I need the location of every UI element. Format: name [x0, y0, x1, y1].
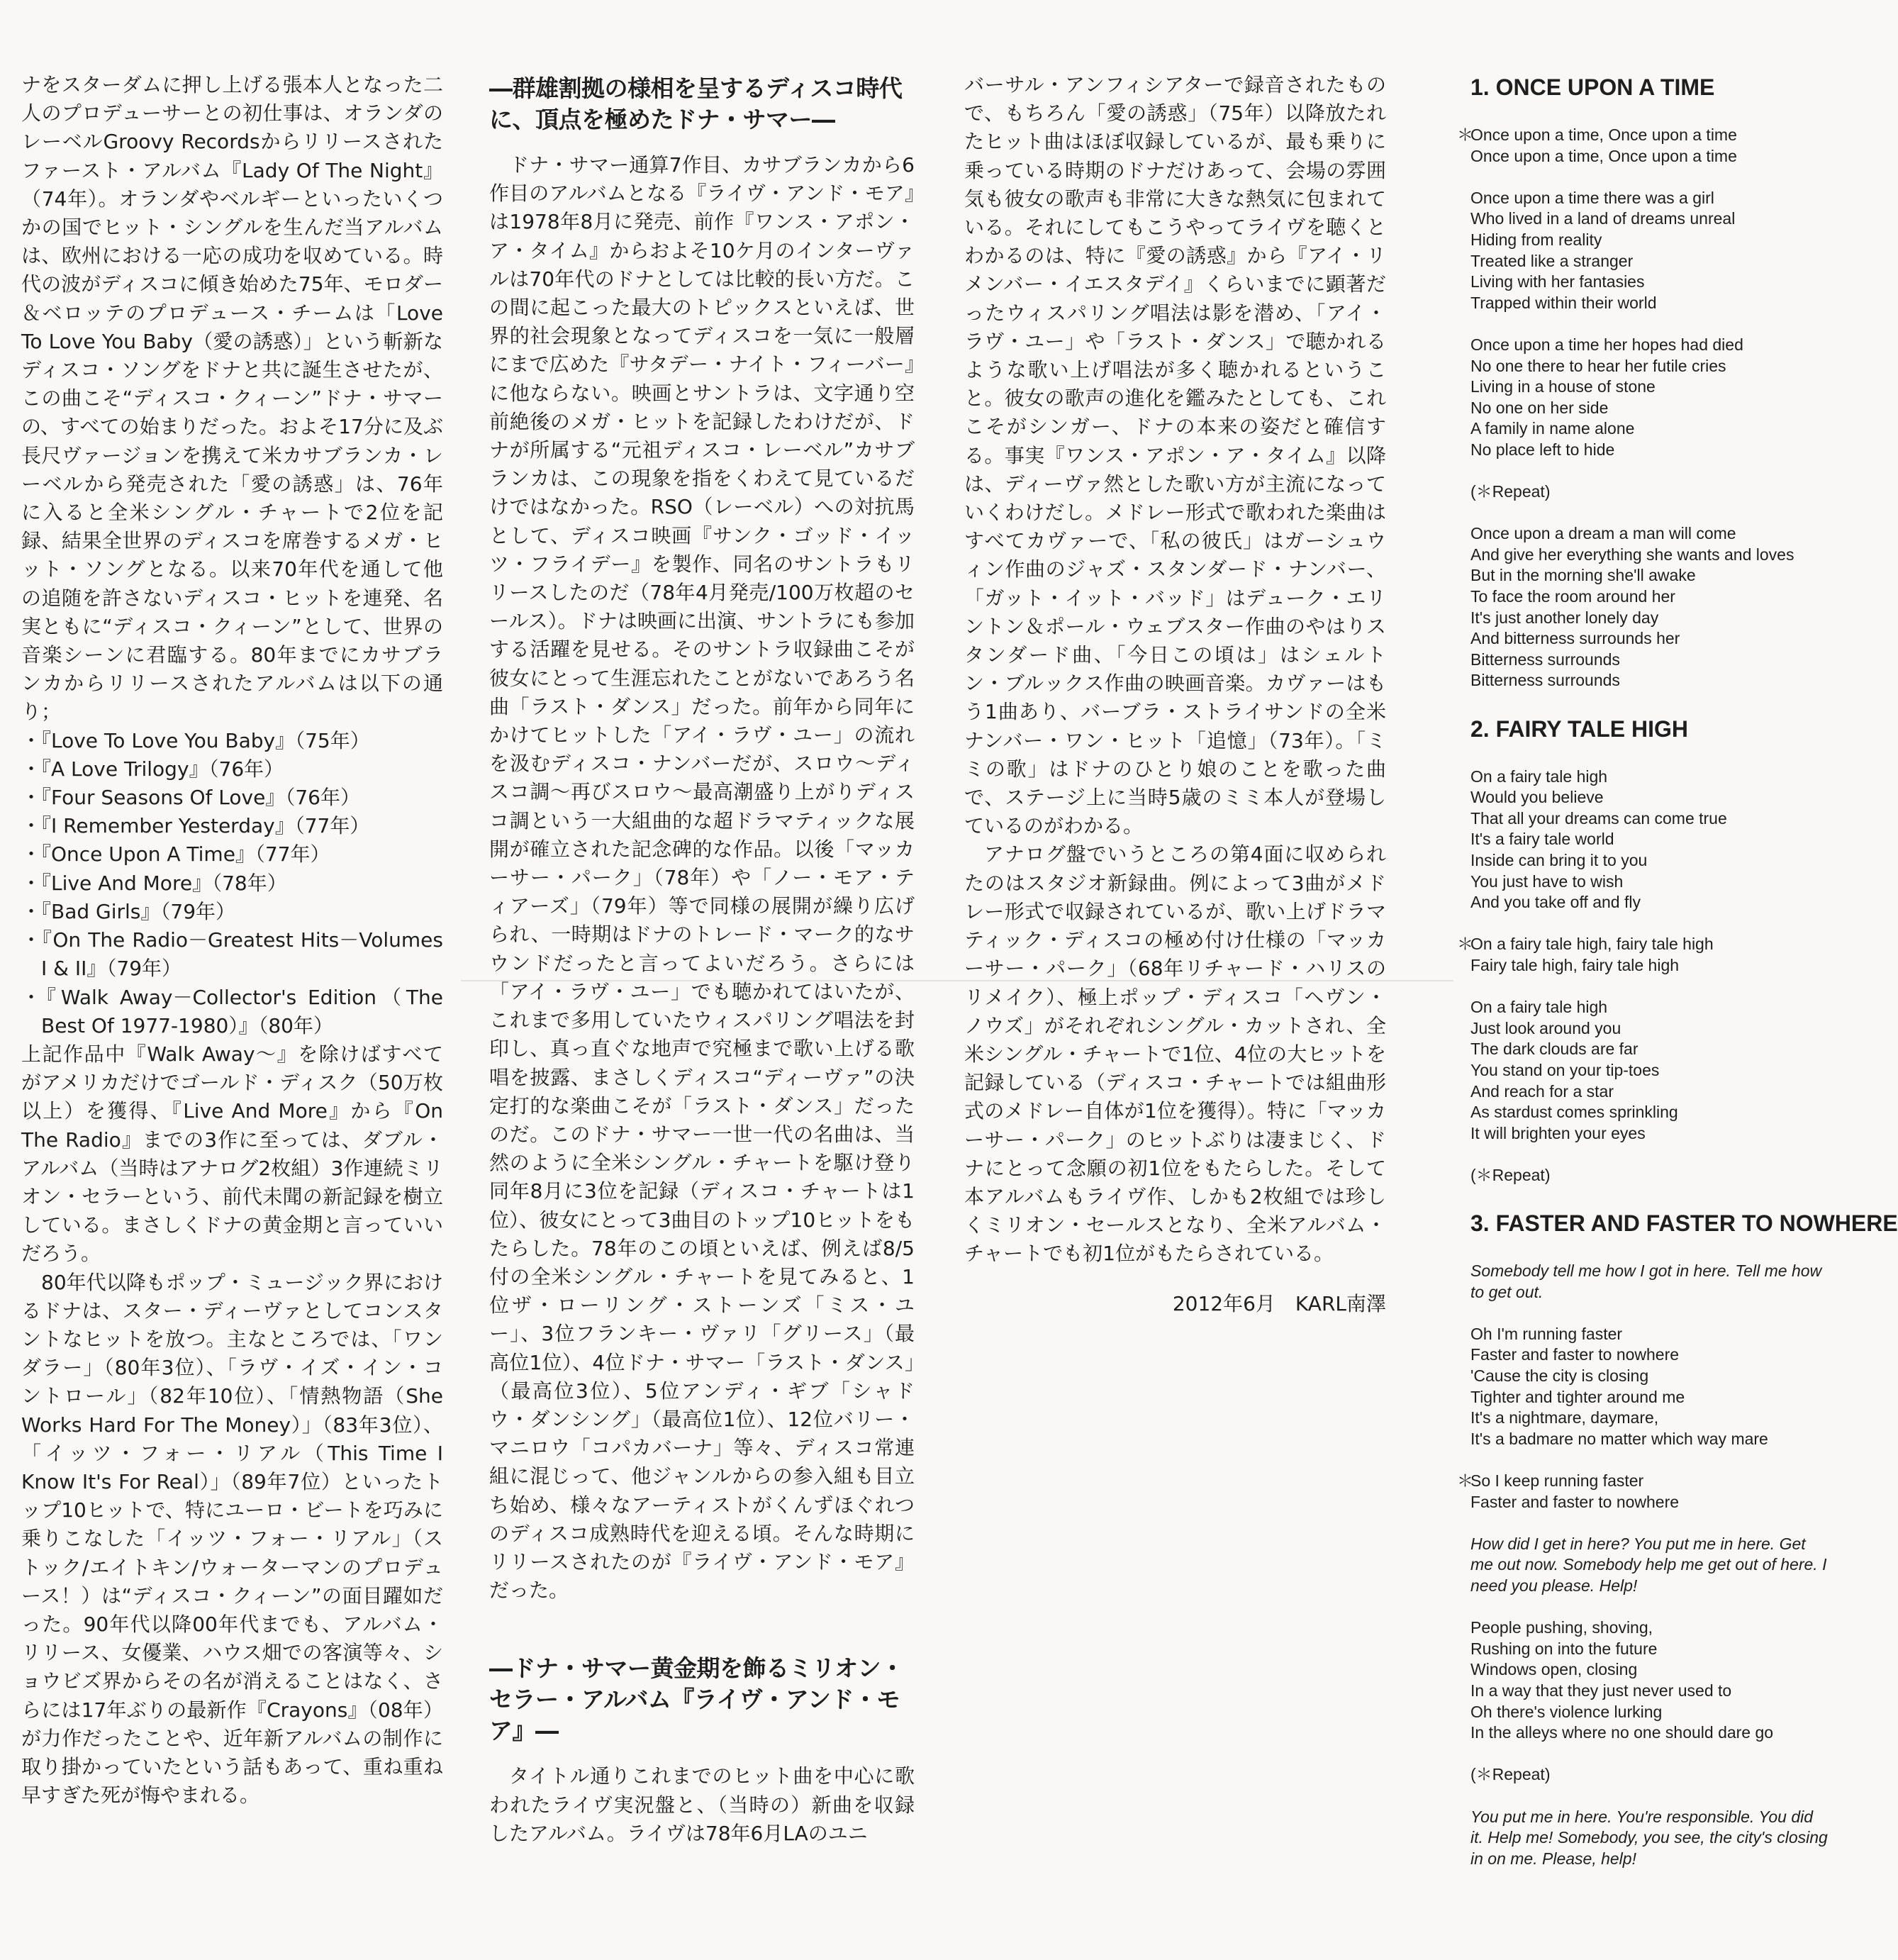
lyric-line: Once upon a time there was a girl — [1470, 188, 1714, 207]
lyric-stanza — [1461, 1324, 1829, 1450]
lyric-line: But in the morning she'll awake — [1470, 566, 1696, 585]
lyric-line: A family in name alone — [1470, 419, 1635, 438]
repeat-note: (＊Repeat) — [1470, 482, 1551, 501]
album-list-item: ・『I Remember Yesterday』（77年） — [21, 814, 370, 838]
column-2 — [489, 73, 915, 1848]
col1-paragraph-1: ナをスターダムに押し上げる張本人となった二人のプロデューサーとの初仕事は、オランダのレーベルGroovy Recordsからリリースされたファースト・アルバム『Lady Of The Night』（74年）。オランダやベルギーといったいくつかの国でヒット・シングルを生んだ当アルバムは、欧州における一応の成功を収めている。時代の波がディスコに傾き始めた75年、モロダー＆ベロッテのプロデュース・チームは「Love To Love You Baby（愛の誘惑）」という斬新なディスコ・ソングをドナと共に誕生させたが、この曲こそ“ディスコ・クィーン”ドナ・サマーの、すべての始まりだった。およそ17分に及ぶ長尺ヴァージョンを携えて米カサブランカ・レーベルから発売された「愛の誘惑」は、76年に入ると全米シングル・チャートで2位を記録、結果全世界のディスコを席巻するメガ・ヒット・ソングとなる。以来70年代を通して他の追随を許さないディスコ・ヒットを連発、名実ともに“ディスコ・クィーン”として、世界の音楽シーンに君臨する。80年までにカサブランカからリリースされたアルバムは以下の通り； — [21, 73, 443, 724]
album-list-item: ・『Bad Girls』（79年） — [21, 899, 236, 923]
album-list — [21, 727, 443, 1040]
section-heading: ―ドナ・サマー黄金期を飾るミリオン・セラー・アルバム『ライヴ・アンド・モア』― — [489, 1654, 904, 1745]
lyric-stanza — [1457, 934, 1829, 976]
spoken-line: How did I get in here? You put me in here. Get me out now. Somebody help me get out of here. I need you please. Help! — [1470, 1534, 1827, 1595]
spoken-line: Somebody tell me how I got in here. Tell me how to get out. — [1470, 1262, 1822, 1301]
section-heading: ―群雄割拠の様相を呈するディスコ時代に、頂点を極めたドナ・サマー― — [489, 74, 903, 133]
song-faster-and-faster-to-nowhere — [1457, 1207, 1898, 1869]
lyric-line: Bitterness surrounds — [1470, 671, 1620, 690]
lyric-line: Once upon a time her hopes had died — [1470, 335, 1743, 354]
lyric-stanza — [1461, 1617, 1829, 1744]
lyric-line: On a fairy tale high — [1470, 767, 1608, 786]
lyric-stanza — [1461, 481, 1829, 503]
lyric-line: And you take off and fly — [1470, 893, 1641, 912]
lyric-line: It's a badmare no matter which way mare — [1470, 1429, 1768, 1448]
lyric-line: Once upon a dream a man will come — [1470, 524, 1736, 543]
author-signature: 2012年6月 KARL南澤 — [1172, 1291, 1386, 1315]
column-3 — [964, 71, 1386, 1318]
repeat-note: (＊Repeat) — [1470, 1765, 1551, 1784]
lyric-line: ＊ So I keep running faster — [1461, 1471, 1829, 1492]
lyric-line: The dark clouds are far — [1470, 1040, 1639, 1059]
album-list-item: ・『Walk Away－Collector's Edition（The Best Of 1977-1980）』（80年） — [21, 985, 443, 1037]
lyric-line: Windows open, closing — [1470, 1660, 1638, 1679]
lyric-line: Living in a house of stone — [1470, 377, 1656, 396]
lyric-line: To face the room around her — [1470, 587, 1675, 606]
album-list-item: ・『Love To Love You Baby』（75年） — [21, 728, 370, 752]
col2-paragraph-2: タイトル通りこれまでのヒット曲を中心に歌われたライヴ実況盤と、（当時の）新曲を収録したアルバム。ライヴは78年6月LAのユニ — [489, 1764, 915, 1845]
spoken-line: You put me in here. You're responsible. You did it. Help me! Somebody, you see, the city's closing in on me. Please, help! — [1470, 1807, 1828, 1868]
lyric-line: People pushing, shoving, — [1470, 1618, 1653, 1637]
lyric-line: You just have to wish — [1470, 872, 1624, 891]
song-title: 3. FASTER AND FASTER TO NOWHERE — [1470, 1210, 1898, 1237]
lyric-stanza — [1461, 188, 1829, 314]
lyric-line: Once upon a time, Once upon a time — [1470, 146, 1737, 165]
album-list-item: ・『A Love Trilogy』（76年） — [21, 757, 284, 781]
lyric-line: Just look around you — [1470, 1018, 1621, 1037]
lyrics-column — [1457, 71, 1898, 1891]
lyric-stanza — [1457, 125, 1829, 167]
lyric-stanza — [1457, 1471, 1829, 1513]
lyric-line: And reach for a star — [1470, 1081, 1614, 1101]
lyric-stanza — [1461, 1534, 1829, 1597]
lyric-line: Inside can bring it to you — [1470, 851, 1648, 869]
song-once-upon-a-time — [1457, 71, 1829, 691]
lyric-line: It's a nightmare, daymare, — [1470, 1408, 1659, 1427]
repeat-note: (＊Repeat) — [1470, 1165, 1551, 1184]
repeat-mark: ＊ — [1457, 935, 1473, 954]
lyric-line: Faster and faster to nowhere — [1470, 1345, 1680, 1364]
col1-paragraph-2: 上記作品中『Walk Away～』を除けばすべてがアメリカだけでゴールド・ディスク（50万枚以上）を獲得、『Live And More』から『On The Radio』までの3作に至っては、ダブル・アルバム（当時はアナログ2枚組）3作連続ミリオン・セラーという、前代未聞の新記録を樹立している。まさしくドナの黄金期と言っていいだろう。 — [21, 1042, 443, 1266]
song-fairy-tale-high — [1457, 713, 1829, 1186]
lyric-line: 'Cause the city is closing — [1470, 1366, 1649, 1386]
lyric-stanza — [1461, 335, 1829, 461]
col3-paragraph-2: アナログ盤でいうところの第4面に収められたのはスタジオ新録曲。例によって3曲がメドレー形式で収録されているが、歌い上げドラマティック・ディスコの極め付け仕様の「マッカーサー・パーク」（68年リチャード・ハリスのリメイク）、極上ポップ・ディスコ「ヘヴン・ノウズ」がそれぞれシングル・カットされ、全米シングル・チャートで1位、4位の大ヒットを記録している（ディスコ・チャートでは組曲形式のメドレー自体が1位を獲得）。特に「マッカーサー・パーク」のヒットぶりは凄まじく、ドナにとって念願の初1位をもたらした。そして本アルバムもライヴ作、しかも2枚組では珍しくミリオン・セールスとなり、全米アルバム・チャートでも初1位がもたらされている。 — [964, 842, 1386, 1266]
lyric-line: Oh there's violence lurking — [1470, 1702, 1663, 1721]
lyric-line: Tighter and tighter around me — [1470, 1387, 1685, 1406]
repeat-mark: ＊ — [1457, 1471, 1473, 1491]
repeat-mark: ＊ — [1457, 126, 1473, 144]
album-list-item: ・『Four Seasons Of Love』（76年） — [21, 786, 360, 810]
lyric-line: No place left to hide — [1470, 440, 1615, 459]
lyric-line: And give her everything she wants and loves — [1470, 545, 1794, 564]
lyric-line: As stardust comes sprinkling — [1470, 1103, 1678, 1122]
lyric-line: ＊ Once upon a time, Once upon a time — [1461, 125, 1829, 146]
lyric-line: No one on her side — [1470, 398, 1609, 417]
lyric-line: It's a fairy tale world — [1470, 830, 1614, 849]
lyric-line: And bitterness surrounds her — [1470, 629, 1680, 648]
col3-paragraph-1: バーサル・アンフィシアターで録音されたもので、もちろん「愛の誘惑」（75年）以降放たれたヒット曲はほぼ収録しているが、最も乗りに乗っている時期のドナだけあって、会場の雰囲気も彼女の歌声も非常に大きな熱気に包まれている。それにしてもこうやってライヴを聴くとわかるのは、特に『愛の誘惑』から『アイ・リメンバー・イエスタデイ』くらいまでに顕著だったウィスパリング唱法は影を潜め、「アイ・ラヴ・ユー」や「ラスト・ダンス」で聴かれるような歌い上げ唱法が多く聴かれるということ。彼女の歌声の進化を鑑みたとしても、これこそがシンガー、ドナの本来の姿だと確信する。事実『ワンス・アポン・ア・タイム』以降は、ディーヴァ然とした歌い方が主流になっていくわけだし。メドレー形式で歌われた楽曲はすべてカヴァーで、「私の彼氏」はガーシュウィン作曲のジャズ・スタンダード・ナンバー、「ガット・イット・バッド」はデューク・エリントン＆ポール・ウェブスター作曲のやはりスタンダード曲、「今日この頃は」はシェルトン・ブルックス作曲の映画音楽。カヴァーはもう1曲あり、バーブラ・ストライサンドの全米ナンバー・ワン・ヒット「追憶」（73年）。「ミミの歌」はドナのひとり娘のことを歌った曲で、ステージ上に当時5歳のミミ本人が登場しているのがわかる。 — [964, 73, 1386, 838]
lyric-line: Who lived in a land of dreams unreal — [1470, 209, 1736, 228]
lyric-stanza — [1461, 1764, 1829, 1786]
lyric-line: Would you believe — [1470, 788, 1604, 807]
lyric-line: Living with her fantasies — [1470, 272, 1645, 291]
lyric-line: It's just another lonely day — [1470, 608, 1659, 627]
lyric-line: In a way that they just never used to — [1470, 1681, 1732, 1700]
lyric-line: You stand on your tip-toes — [1470, 1060, 1660, 1079]
song-title: 2. FAIRY TALE HIGH — [1470, 715, 1688, 742]
lyric-line: That all your dreams can come true — [1470, 808, 1727, 828]
lyric-stanza — [1461, 1807, 1829, 1870]
lyric-line: Bitterness surrounds — [1470, 650, 1620, 669]
lyric-line: It will brighten your eyes — [1470, 1123, 1646, 1142]
col2-paragraph-1: ドナ・サマー通算7作目、カサブランカから6作目のアルバムとなる『ライヴ・アンド・モア』は1978年8月に発売、前作『ワンス・アポン・ア・タイム』からおよそ10ケ月のインターヴァルは70年代のドナとしては比較的長い方だ。この間に起こった最大のトピックスといえば、世界的社会現象となってディスコを一気に一般層にまで広めた『サタデー・ナイト・フィーバー』に他ならない。映画とサントラは、文字通り空前絶後のメガ・ヒットを記録したわけだが、ドナが所属する“元祖ディスコ・レーベル”カサブランカは、この現象を指をくわえて見ているだけではなかった。RSO（レーベル）への対抗馬として、ディスコ映画『サンク・ゴッド・イッツ・フライデー』を製作、同名のサントラもリリースしたのだ（78年4月発売/100万枚超のセールス）。ドナは映画に出演、サントラにも参加する活躍を見せる。そのサントラ収録曲こそが彼女にとって生涯忘れたことがないであろう名曲「ラスト・ダンス」だった。前年から同年にかけてヒットした「アイ・ラヴ・ユー」の流れを汲むディスコ・ナンバーだが、スロウ～ディスコ調～再びスロウ～最高潮盛り上がりディスコ調という一大組曲的な超ドラマティックな展開が確立された記念碑的な作品。以後「マッカーサー・パーク」（78年）や「ノー・モア・ティアーズ」（79年）等で同様の展開が繰り広げられ、一時期はドナのトレード・マーク的なサウンドだったと言ってよいだろう。さらには「アイ・ラヴ・ユー」でも聴かれてはいたが、これまで多用していたウィスパリング唱法を封印し、真っ直ぐな地声で究極まで歌い上げる歌唱を披露、まさしくディスコ“ディーヴァ”の決定打的な楽曲こそが「ラスト・ダンス」だったのだ。このドナ・サマー一世一代の名曲は、当然のように全米シングル・チャートを駆け登り同年8月に3位を記録（ディスコ・チャートは1位）、彼女にとって3曲目のトップ10ヒットをもたらした。78年のこの頃といえば、例えば8/5付の全米シングル・チャートを見てみると、1位ザ・ローリング・ストーンズ「ミス・ユー」、3位フランキー・ヴァリ「グリース」（最高位1位）、4位ドナ・サマー「ラスト・ダンス」（最高位3位）、5位アンディ・ギブ「シャドウ・ダンシング」（最高位1位）、12位バリー・マニロウ「コパカバーナ」等々、ディスコ常連組に混じって、他ジャンルからの参入組も目立ち始め、様々なアーティストがくんずほぐれつのディスコ成熟時代を迎える頃。そんな時期にリリースされたのが『ライヴ・アンド・モア』だった。 — [489, 153, 915, 1603]
lyric-line: Fairy tale high, fairy tale high — [1470, 955, 1680, 974]
lyric-line: Treated like a stranger — [1470, 251, 1634, 270]
album-list-item: ・『Live And More』（78年） — [21, 871, 287, 895]
col1-paragraph-3: 80年代以降もポップ・ミュージック界におけるドナは、スター・ディーヴァとしてコンスタントなヒットを放つ。主なところでは、「ワンダラー」（80年3位）、「ラヴ・イズ・イン・コントロール」（82年10位）、「情熱物語（She Works Hard For The Money）」（83年3位）、「イッツ・フォー・リアル（This Time I Know It's For Real）」（89年7位）といったトップ10ヒットで、特にユーロ・ビートを巧みに乗りこなした「イッツ・フォー・リアル」（ストック/エイトキン/ウォーターマンのプロデュース！）は“ディスコ・クィーン”の面目躍如だった。90年代以降00年代までも、アルバム・リリース、女優業、ハウス畑での客演等々、ショウビズ界からその名が消えることはなく、さらには17年ぶりの最新作『Crayons』（08年）が力作だったことや、近年新アルバムの制作に取り掛かっていたという話もあって、重ね重ね早すぎた死が悔やまれる。 — [21, 1270, 443, 1808]
lyric-line: Hiding from reality — [1470, 230, 1602, 249]
lyric-line: No one there to hear her futile cries — [1470, 356, 1726, 375]
album-list-item: ・『On The Radio－Greatest Hits－Volumes I & II』（79年） — [21, 928, 443, 981]
song-title: 1. ONCE UPON A TIME — [1470, 74, 1715, 100]
lyric-line: On a fairy tale high — [1470, 998, 1608, 1017]
lyric-stanza — [1461, 767, 1829, 913]
lyric-line: In the alleys where no one should dare go — [1470, 1723, 1774, 1742]
lyric-line: Oh I'm running faster — [1470, 1324, 1623, 1343]
lyric-line: Faster and faster to nowhere — [1470, 1492, 1680, 1511]
lyric-line: Rushing on into the future — [1470, 1639, 1658, 1658]
lyric-line: ＊ On a fairy tale high, fairy tale high — [1461, 934, 1829, 955]
column-1 — [21, 71, 443, 1810]
lyric-stanza — [1461, 997, 1829, 1144]
lyric-stanza — [1461, 1165, 1829, 1186]
album-list-item: ・『Once Upon A Time』（77年） — [21, 842, 330, 867]
lyric-stanza — [1461, 1261, 1829, 1303]
lyric-stanza — [1461, 523, 1829, 691]
lyric-line: Trapped within their world — [1470, 293, 1657, 312]
